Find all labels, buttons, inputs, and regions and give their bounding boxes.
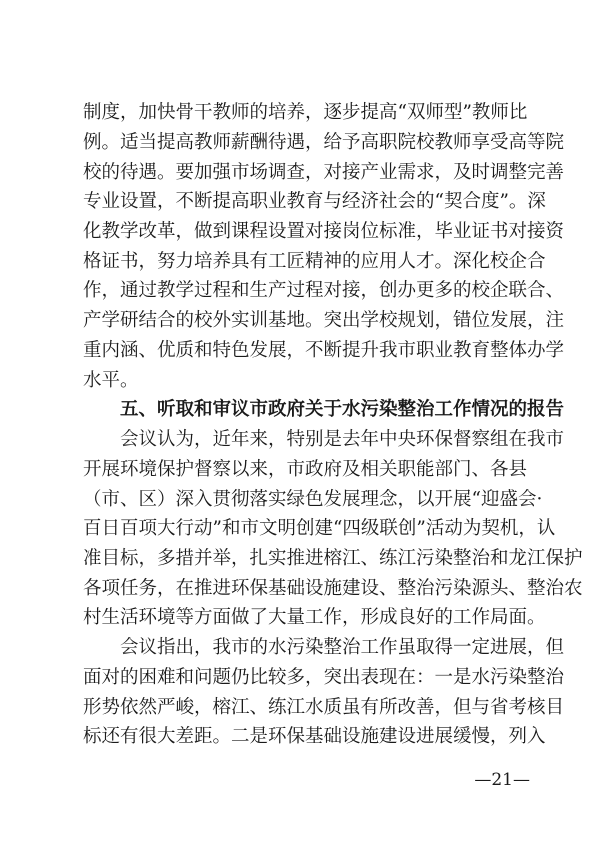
section-heading: 五、听取和审议市政府关于水污染整治工作情况的报告	[120, 399, 565, 421]
body-text-line: 格证书，努力培养具有工匠精神的应用人才。深化校企合	[83, 250, 546, 272]
body-text-line: 重内涵、优质和特色发展，不断提升我市职业教育整体办学	[83, 339, 565, 361]
paragraph-first-line: 会议指出，我市的水污染整治工作虽取得一定进展，但	[120, 637, 565, 659]
body-text-line: 专业设置，不断提高职业教育与经济社会的“契合度”。深	[83, 191, 546, 213]
body-text-line: 面对的困难和问题仍比较多，突出表现在：一是水污染整治	[83, 666, 565, 688]
body-text-line: 校的待遇。要加强市场调查，对接产业需求，及时调整完善	[83, 161, 565, 183]
paragraph-first-line: 会议认为，近年来，特别是去年中央环保督察组在我市	[120, 429, 565, 450]
body-text-line: 例。适当提高教师薪酬待遇，给予高职院校教师享受高等院	[83, 131, 565, 153]
body-text-line: 形势依然严峻，榕江、练江水质虽有所改善，但与省考核目	[83, 696, 565, 718]
body-text-line: 准目标，多措并举，扎实推进榕江、练江污染整治和龙江保护	[83, 547, 583, 569]
body-text-line: 百日百项大行动”和市文明创建“四级联创”活动为契机，认	[83, 518, 556, 540]
body-text-line: 各项任务，在推进环保基础设施建设、整治污染源头、整治农	[83, 577, 583, 599]
page-number: —21—	[474, 770, 530, 790]
body-text-line: 制度，加快骨干教师的培养，逐步提高“双师型”教师比	[83, 102, 528, 123]
body-text-line: 水平。	[83, 369, 139, 391]
body-text-line: （市、区）深入贯彻落实绿色发展理念，以开展“迎盛会·	[83, 488, 543, 510]
body-text-line: 村生活环境等方面做了大量工作，形成良好的工作局面。	[83, 607, 546, 629]
body-text-line: 化教学改革，做到课程设置对接岗位标准，毕业证书对接资	[83, 220, 565, 242]
body-text-line: 开展环境保护督察以来，市政府及相关职能部门、各县	[83, 458, 528, 480]
body-text-line: 作，通过教学过程和生产过程对接，创办更多的校企联合、	[83, 280, 565, 302]
body-text-line: 标还有很大差距。二是环保基础设施建设进展缓慢，列入	[83, 726, 546, 748]
body-text-line: 产学研结合的校外实训基地。突出学校规划，错位发展，注	[83, 310, 565, 332]
